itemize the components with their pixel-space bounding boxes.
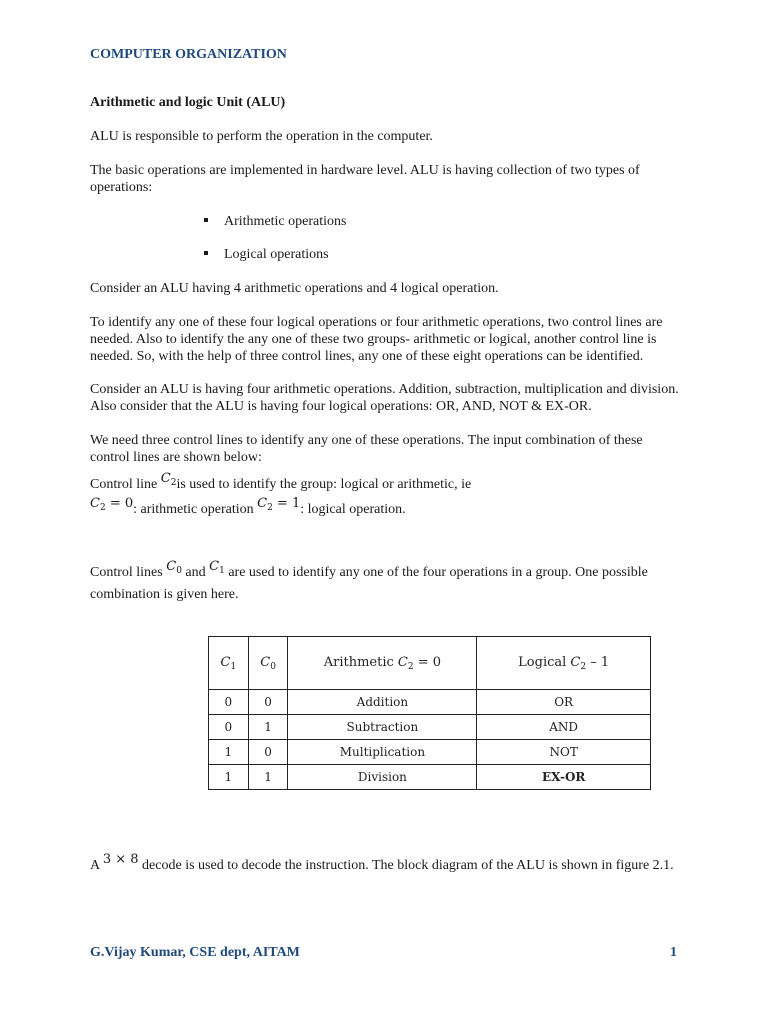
bullet-square-icon [204,251,208,255]
header-arithmetic: Arithmetic $C_2 = 0$ [288,637,477,690]
paragraph-four-ops: Consider an ALU having 4 arithmetic operations and 4 logical operation. [90,281,499,296]
cell-arith-op: Division [288,765,477,790]
cell-logic-op: OR [477,690,651,715]
math-3x8: 3 × 8 [102,852,139,867]
cell-c0: 0 [248,690,288,715]
math-c2-eq-0: $C_2 = 0$ [90,496,134,513]
table-row [209,690,651,715]
bullet-square-icon [204,218,208,222]
header-c1: $C_1$ [209,637,249,690]
cell-logic-op: EX-OR [477,765,651,790]
bullet-logical: Logical operations [204,246,329,263]
cell-logic-op: AND [477,715,651,740]
c2-values-line: $C_2 = 0$: arithmetic operation $C_2 = 1$: logical operation. [90,496,406,517]
running-header: COMPUTER ORGANIZATION [90,47,287,62]
math-c0: $C_0$ [166,559,182,576]
paragraph-basic-operations: The basic operations are implemented in hardware level. ALU is having collection of two types of operations: [90,163,640,195]
control-line-c2: Control line $C_2is$ used to identify the group: logical or arithmetic, ie [90,471,472,492]
paragraph-alu-intro: ALU is responsible to perform the operation in the computer. [90,129,433,144]
cell-c0: 0 [248,740,288,765]
cell-logic-op: NOT [477,740,651,765]
cell-arith-op: Multiplication [288,740,477,765]
paragraph-control-lines: To identify any one of these four logical operations or four arithmetic operations, two control lines are needed. Also to identify the any one of these two groups- arithmetic or logical, another control line is needed. So, with the help of three control lines, any one of these eight operations can be identified. [90,315,663,364]
cell-c1: 0 [209,690,249,715]
bullet-arithmetic: Arithmetic operations [204,213,346,230]
cell-c1: 0 [209,715,249,740]
table-header-row [209,637,651,690]
math-c1: $C_1$ [209,559,225,576]
cell-c0: 1 [248,715,288,740]
control-lines-c0-c1: Control lines $C_0$ and $C_1$ are used to identify any one of the four operations in a group. One possible combination is given here. [90,559,648,602]
decoder-paragraph: A 3 × 8 decode is used to decode the instruction. The block diagram of the ALU is shown in figure 2.1. [90,852,674,873]
footer-author: G.Vijay Kumar, CSE dept, AITAM [90,945,300,960]
paragraph-operation-list: Consider an ALU is having four arithmetic operations. Addition, subtraction, multiplication and division. Also consider that the ALU is having four logical operations: OR, AND, NOT & EX-OR. [90,382,679,414]
alu-operation-table [208,636,651,790]
header-c0: $C_0$ [248,637,288,690]
section-title: Arithmetic and logic Unit (ALU) [90,95,286,110]
footer-page-number: 1 [670,945,677,960]
paragraph-three-control-lines: We need three control lines to identify any one of these operations. The input combination of these control lines are shown below: [90,433,643,465]
table-row [209,715,651,740]
cell-c1: 1 [209,765,249,790]
table-row [209,740,651,765]
cell-arith-op: Addition [288,690,477,715]
header-logical: Logical $C_2 - 1$ [477,637,651,690]
cell-c1: 1 [209,740,249,765]
cell-c0: 1 [248,765,288,790]
math-c2: $C_2$ [160,471,177,488]
table-row [209,765,651,790]
cell-arith-op: Subtraction [288,715,477,740]
math-c2-eq-1: $C_2 = 1$ [257,496,301,513]
